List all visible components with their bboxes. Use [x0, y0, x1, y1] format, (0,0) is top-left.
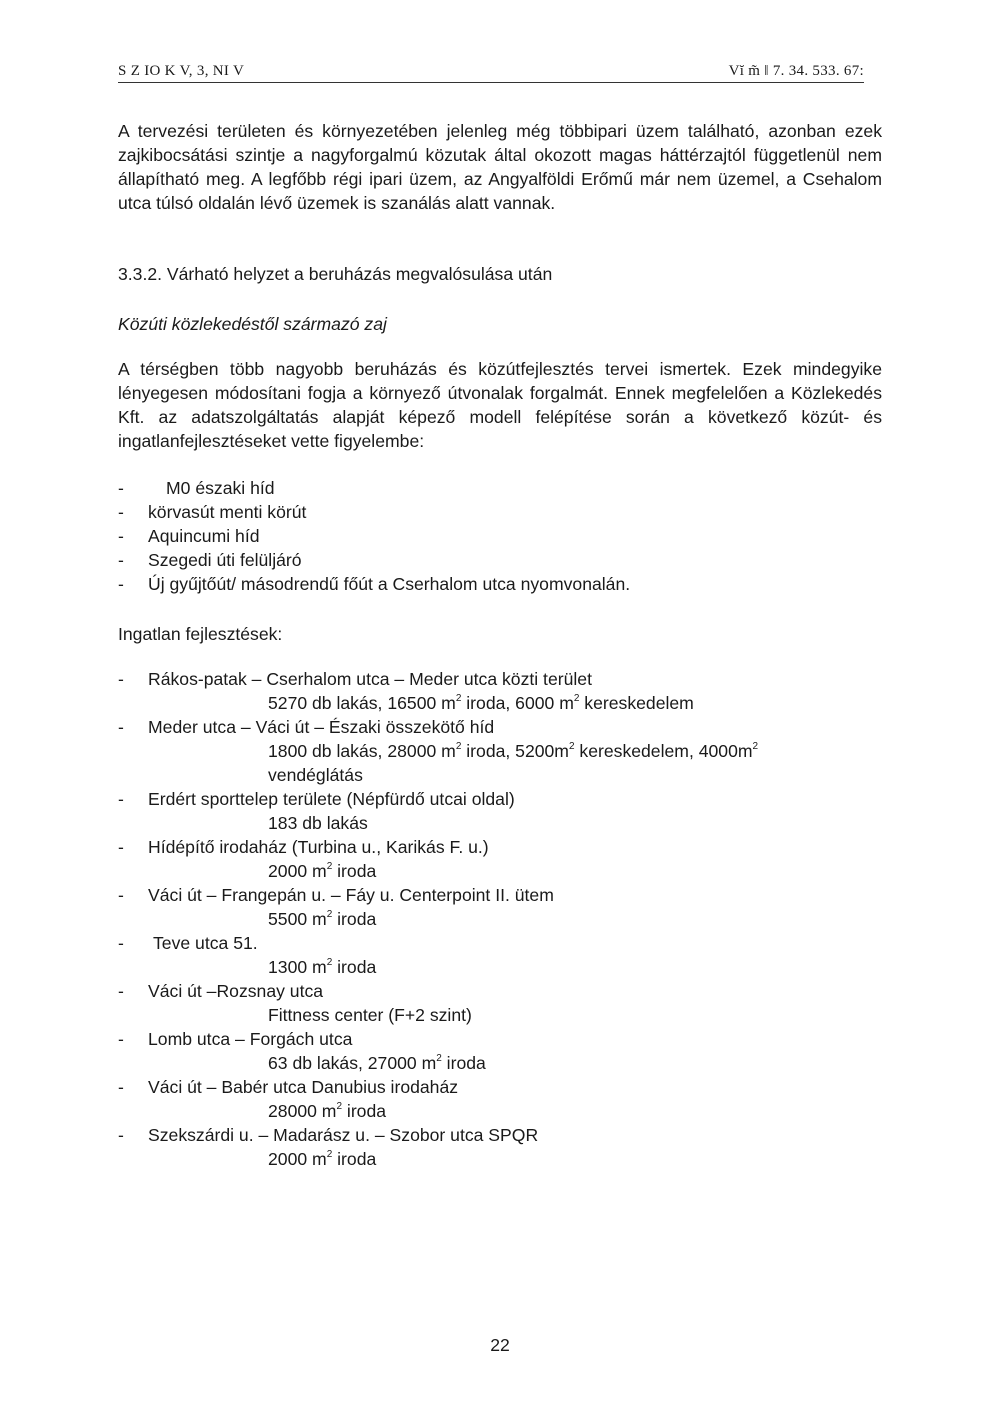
bullet-dash: -	[118, 550, 124, 570]
real-estate-list	[118, 667, 882, 1171]
detail-text: 2000 m	[268, 861, 327, 881]
road-project-label: Aquincumi híd	[148, 526, 260, 546]
bullet-dash: -	[118, 478, 124, 498]
project-location: Váci út – Babér utca Danubius irodaház	[148, 1077, 459, 1097]
superscript: 2	[326, 861, 333, 873]
road-projects-list	[118, 476, 882, 596]
header-left-text: S Z IO K V, 3, NI V	[118, 63, 245, 79]
traffic-paragraph: A térségben több nagyobb beruházás és közútfejlesztés tervei ismertek. Ezek mindegyike lényegesen módosítani fogja a környező útvonalak forgalmát. Ennek megfelelően a Közlekedés Kft. az adatszolgáltatás alapját képező modell felépítése során a következő közút- és ingatlanfejlesztéseket vette figyelembe:	[118, 359, 882, 451]
superscript: 2	[455, 741, 462, 753]
project-location: Erdért sporttelep területe (Népfürdő utcai oldal)	[148, 789, 515, 809]
bullet-dash: -	[118, 526, 124, 546]
superscript: 2	[326, 1149, 333, 1161]
detail-text: kereskedelem	[579, 693, 694, 713]
detail-text: 28000 m	[268, 1101, 337, 1121]
project-location: Hídépítő irodaház (Turbina u., Karikás F. u.)	[148, 837, 489, 857]
bullet-dash: -	[118, 1077, 124, 1097]
bullet-dash: -	[118, 789, 124, 809]
bullet-dash: -	[118, 717, 124, 737]
superscript: 2	[436, 1053, 442, 1065]
list-item	[118, 835, 882, 883]
road-project-label: M0 északi híd	[166, 478, 275, 498]
list-item	[118, 500, 882, 524]
page-header	[118, 62, 864, 83]
project-location: Teve utca 51.	[153, 933, 258, 953]
project-details	[148, 739, 882, 763]
project-details	[148, 907, 882, 931]
detail-text: iroda	[332, 861, 377, 881]
subsection-heading: Közúti közlekedéstől származó zaj	[118, 314, 387, 334]
project-location: Szekszárdi u. – Madarász u. – Szobor utca SPQR	[148, 1125, 539, 1145]
detail-text: 1300 m	[268, 957, 327, 977]
project-details	[148, 691, 882, 715]
intro-paragraph: A tervezési területen és környezetében jelenleg még többipari üzem található, azonban ezek zajkibocsátási szintje a nagyforgalmú közutak által okozott magas háttérzajtól függetlenül nem állapítható meg. A legfőbb régi ipari üzem, az Angyalföldi Erőmű már nem üzemel, a Csehalom utca túlsó oldalán lévő üzemek is szanálás alatt vannak.	[118, 121, 882, 213]
project-details	[148, 859, 882, 883]
project-details	[148, 1099, 882, 1123]
superscript: 2	[326, 909, 333, 921]
superscript: 2	[568, 741, 575, 753]
project-location: Meder utca – Váci út – Északi összekötő híd	[148, 717, 495, 737]
bullet-dash: -	[118, 885, 124, 905]
project-details: 183 db lakás	[268, 813, 368, 833]
road-project-label: Új gyűjtőút/ másodrendű főút a Cserhalom utca nyomvonalán.	[148, 574, 631, 594]
header-right-text: Vĭ m̃ ǁ 7. 34. 533. 67:	[728, 63, 864, 79]
detail-text: iroda	[332, 909, 377, 929]
list-item	[118, 979, 882, 1027]
bullet-dash: -	[118, 1125, 124, 1145]
detail-text: iroda, 6000 m	[461, 693, 574, 713]
bullet-dash: -	[118, 933, 124, 953]
superscript: 2	[336, 1101, 343, 1113]
detail-text: 63 db lakás, 27000 m	[268, 1053, 437, 1073]
detail-text: iroda	[332, 957, 377, 977]
section-heading: 3.3.2. Várható helyzet a beruházás megvalósulása után	[118, 264, 553, 284]
list-item	[118, 476, 882, 500]
project-details	[148, 955, 882, 979]
detail-text: iroda	[342, 1101, 387, 1121]
detail-text: 2000 m	[268, 1149, 327, 1169]
project-location: Váci út – Frangepán u. – Fáy u. Centerpoint II. ütem	[148, 885, 554, 905]
bullet-dash: -	[118, 502, 124, 522]
list-item	[118, 883, 882, 931]
road-project-label: Szegedi úti felüljáró	[148, 550, 302, 570]
bullet-dash: -	[118, 574, 124, 594]
list-item	[118, 1027, 882, 1075]
bullet-dash: -	[118, 669, 124, 689]
list-item	[118, 1075, 882, 1123]
list-item	[118, 931, 882, 979]
list-item	[118, 1123, 882, 1171]
page-number: 22	[490, 1335, 510, 1355]
superscript: 2	[455, 693, 462, 705]
list-item	[118, 548, 882, 572]
list-item	[118, 715, 882, 787]
detail-text: 5270 db lakás, 16500 m	[268, 693, 456, 713]
detail-text: iroda	[441, 1053, 486, 1073]
list-item	[118, 787, 882, 835]
detail-text: iroda, 5200m	[461, 741, 569, 761]
superscript: 2	[326, 957, 333, 969]
project-details: vendéglátás	[268, 765, 363, 785]
real-estate-title: Ingatlan fejlesztések:	[118, 624, 283, 644]
bullet-dash: -	[118, 1029, 124, 1049]
superscript: 2	[573, 693, 580, 705]
project-details: Fittness center (F+2 szint)	[268, 1005, 472, 1025]
superscript: 2	[752, 741, 759, 753]
bullet-dash: -	[118, 837, 124, 857]
detail-text: iroda	[332, 1149, 377, 1169]
list-item	[118, 524, 882, 548]
bullet-dash: -	[118, 981, 124, 1001]
road-project-label: körvasút menti körút	[148, 502, 307, 522]
list-item	[118, 667, 882, 715]
list-item	[118, 572, 882, 596]
detail-text: 5500 m	[268, 909, 327, 929]
project-location: Lomb utca – Forgách utca	[148, 1029, 353, 1049]
detail-text: 1800 db lakás, 28000 m	[268, 741, 456, 761]
project-details	[148, 1147, 882, 1171]
detail-text: kereskedelem, 4000m	[574, 741, 753, 761]
project-location: Váci út –Rozsnay utca	[148, 981, 324, 1001]
project-location: Rákos-patak – Cserhalom utca – Meder utca közti terület	[148, 669, 592, 689]
project-details	[148, 1051, 882, 1075]
